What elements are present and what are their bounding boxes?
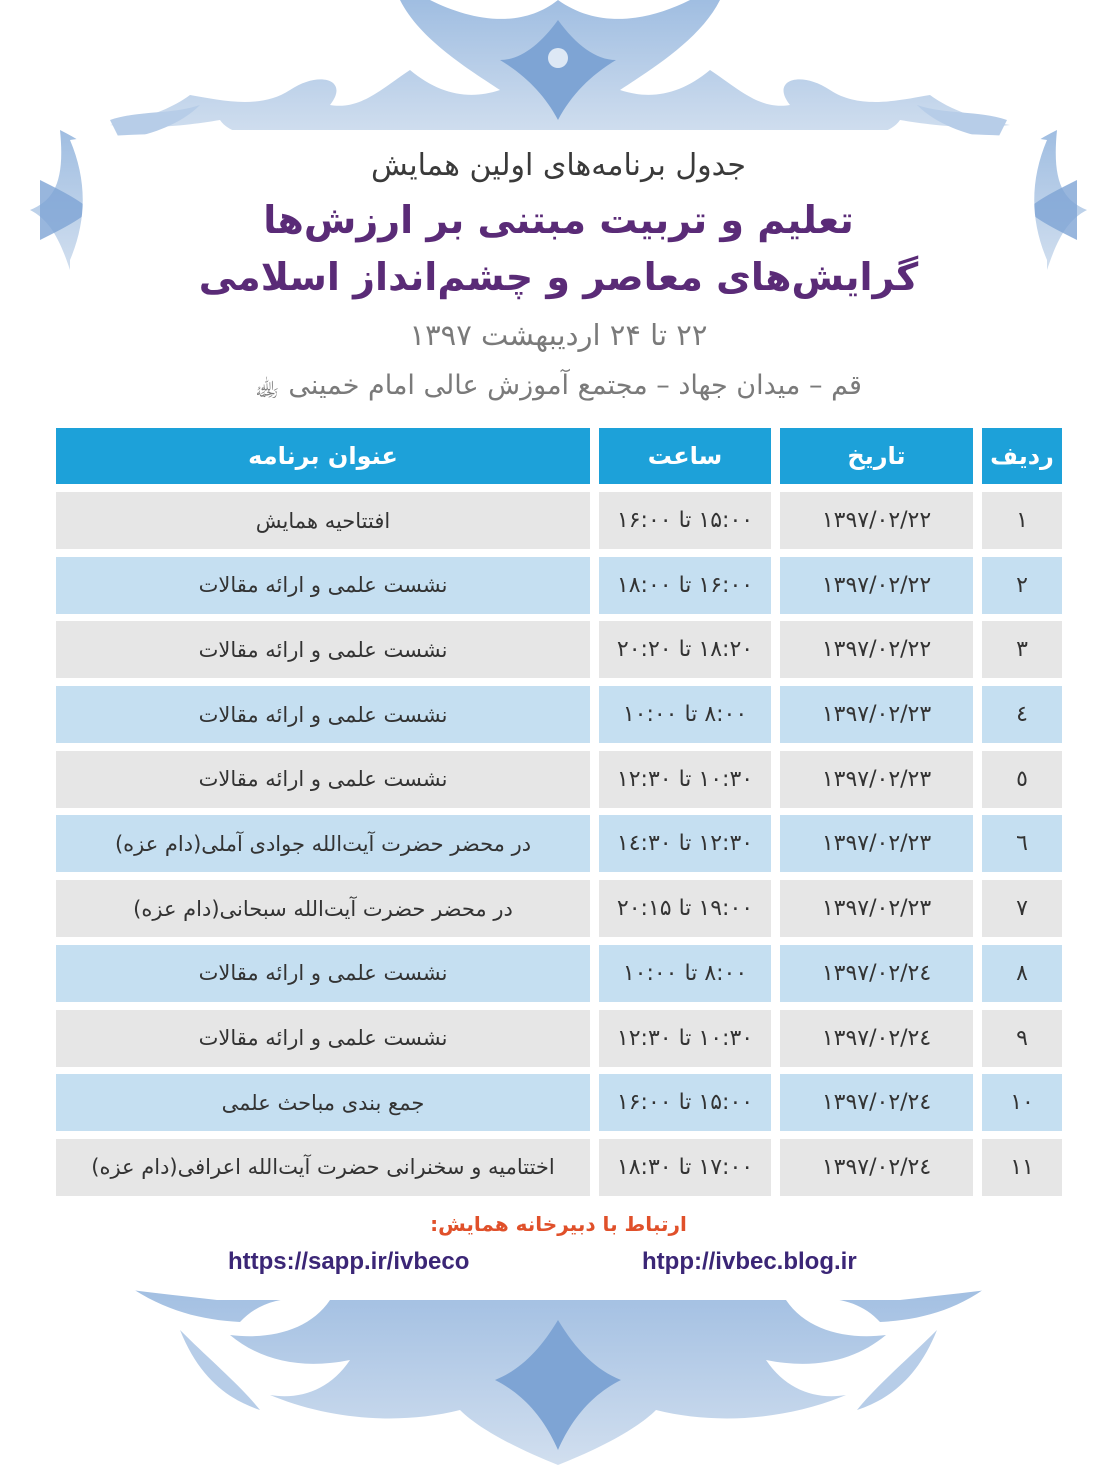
row-title: نشست علمی و ارائه مقالات xyxy=(56,557,590,614)
table-row xyxy=(56,621,1062,678)
row-title: در محضر حضرت آیت‌الله سبحانی(دام عزه) xyxy=(56,880,590,937)
row-time: ۱۲:۳۰ تا ۱٤:۳۰ xyxy=(599,815,771,872)
row-time: ۱۸:۲۰ تا ۲۰:۲۰ xyxy=(599,621,771,678)
row-title: افتتاحیه همایش xyxy=(56,492,590,549)
row-date: ۱۳۹۷/۰۲/۲۳ xyxy=(780,751,973,808)
row-time: ۱۵:۰۰ تا ۱۶:۰۰ xyxy=(599,1074,771,1131)
row-index: ۸ xyxy=(982,945,1062,1002)
event-dates: ۲۲ تا ۲۴ اردیبهشت ۱۳۹۷ xyxy=(409,318,708,352)
event-venue: قم – میدان جهاد – مجتمع آموزش عالی امام خمینی ﵀ xyxy=(255,370,862,401)
row-time: ۱۷:۰۰ تا ۱۸:۳۰ xyxy=(599,1139,771,1196)
row-index: ٤ xyxy=(982,686,1062,743)
row-index: ٥ xyxy=(982,751,1062,808)
row-title: نشست علمی و ارائه مقالات xyxy=(56,751,590,808)
blog-link[interactable]: htpp://ivbec.blog.ir xyxy=(642,1248,857,1275)
row-time: ۱۵:۰۰ تا ۱۶:۰۰ xyxy=(599,492,771,549)
row-date: ۱۳۹۷/۰۲/۲٤ xyxy=(780,945,973,1002)
row-title: نشست علمی و ارائه مقالات xyxy=(56,1010,590,1067)
table-row xyxy=(56,686,1062,743)
row-title: جمع بندی مباحث علمی xyxy=(56,1074,590,1131)
table-row xyxy=(56,492,1062,549)
table-row xyxy=(56,1010,1062,1067)
row-time: ۱۰:۳۰ تا ۱۲:۳۰ xyxy=(599,751,771,808)
header-index: ردیف xyxy=(982,428,1062,484)
row-index: ۹ xyxy=(982,1010,1062,1067)
row-index: ۲ xyxy=(982,557,1062,614)
table-row xyxy=(56,880,1062,937)
row-title: در محضر حضرت آیت‌الله جوادی آملی(دام عزه) xyxy=(56,815,590,872)
title-line-2: گرایش‌های معاصر و چشم‌انداز اسلامی xyxy=(198,255,919,299)
table-row xyxy=(56,815,1062,872)
row-index: ۷ xyxy=(982,880,1062,937)
header-title: عنوان برنامه xyxy=(56,428,590,484)
row-title: نشست علمی و ارائه مقالات xyxy=(56,686,590,743)
table-row xyxy=(56,751,1062,808)
row-date: ۱۳۹۷/۰۲/۲۲ xyxy=(780,557,973,614)
row-index: ٦ xyxy=(982,815,1062,872)
row-time: ۸:۰۰ تا ۱۰:۰۰ xyxy=(599,686,771,743)
header-time: ساعت xyxy=(599,428,771,484)
table-row xyxy=(56,945,1062,1002)
row-index: ۱۰ xyxy=(982,1074,1062,1131)
row-date: ۱۳۹۷/۰۲/۲٤ xyxy=(780,1139,973,1196)
row-date: ۱۳۹۷/۰۲/۲۲ xyxy=(780,492,973,549)
sapp-link[interactable]: https://sapp.ir/ivbeco xyxy=(228,1248,470,1275)
row-title: نشست علمی و ارائه مقالات xyxy=(56,621,590,678)
contact-label: ارتباط با دبیرخانه همایش: xyxy=(430,1212,687,1236)
row-date: ۱۳۹۷/۰۲/۲٤ xyxy=(780,1010,973,1067)
row-title: اختتامیه و سخنرانی حضرت آیت‌الله اعرافی(دام عزه) xyxy=(56,1139,590,1196)
row-time: ۱۹:۰۰ تا ۲۰:۱۵ xyxy=(599,880,771,937)
row-index: ۱ xyxy=(982,492,1062,549)
row-date: ۱۳۹۷/۰۲/۲٤ xyxy=(780,1074,973,1131)
row-time: ۸:۰۰ تا ۱۰:۰۰ xyxy=(599,945,771,1002)
row-index: ۳ xyxy=(982,621,1062,678)
title-line-1: تعلیم و تربیت مبتنی بر ارزش‌ها xyxy=(263,198,854,242)
row-time: ۱۶:۰۰ تا ۱۸:۰۰ xyxy=(599,557,771,614)
row-index: ۱۱ xyxy=(982,1139,1062,1196)
row-date: ۱۳۹۷/۰۲/۲۳ xyxy=(780,815,973,872)
row-time: ۱۰:۳۰ تا ۱۲:۳۰ xyxy=(599,1010,771,1067)
table-row xyxy=(56,1074,1062,1131)
pretitle: جدول برنامه‌های اولین همایش xyxy=(371,148,746,183)
row-date: ۱۳۹۷/۰۲/۲۲ xyxy=(780,621,973,678)
header-date: تاریخ xyxy=(780,428,973,484)
table-header-row xyxy=(56,428,1062,484)
table-row xyxy=(56,1139,1062,1196)
row-title: نشست علمی و ارائه مقالات xyxy=(56,945,590,1002)
schedule-table xyxy=(56,428,1062,1204)
row-date: ۱۳۹۷/۰۲/۲۳ xyxy=(780,880,973,937)
row-date: ۱۳۹۷/۰۲/۲۳ xyxy=(780,686,973,743)
table-row xyxy=(56,557,1062,614)
